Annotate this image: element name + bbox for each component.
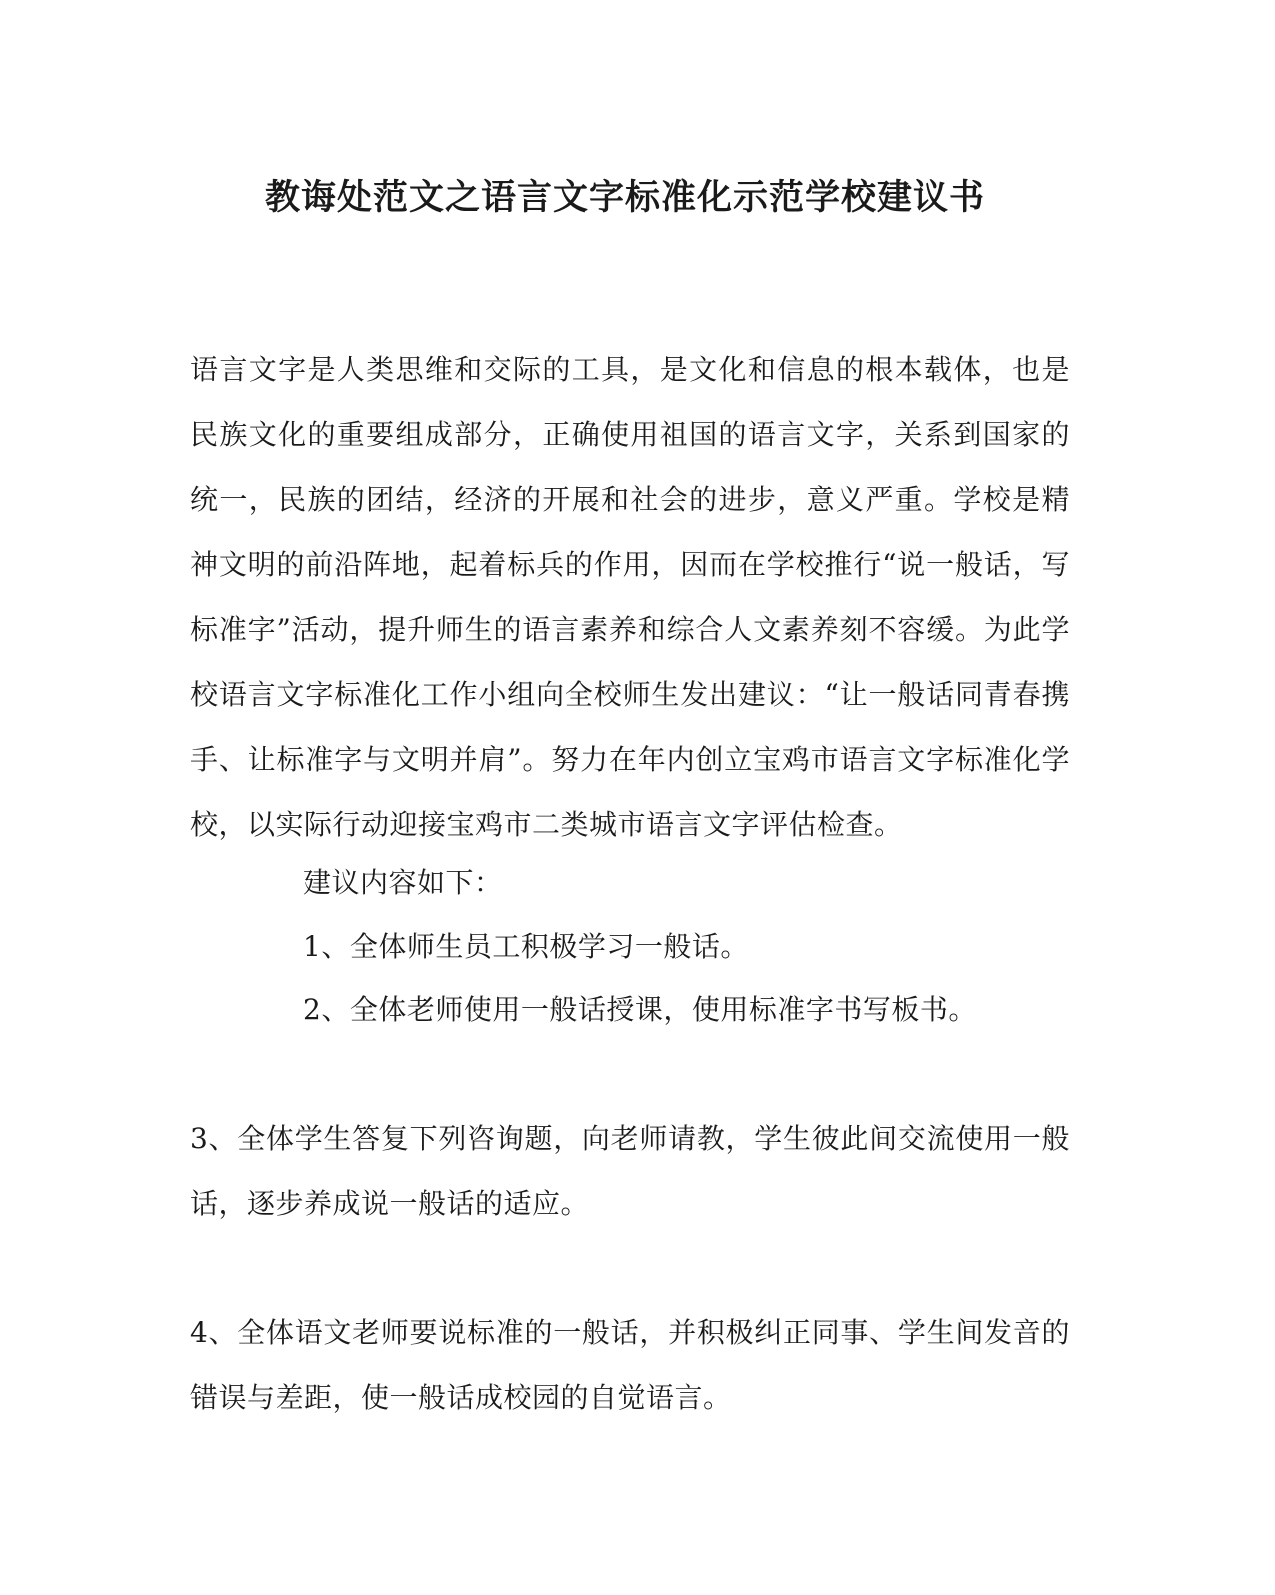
list-item: 3、全体学生答复下列咨询题，向老师请教，学生彼此间交流使用一般话，逐步养成说一般话的适应。 (190, 1122, 1070, 1220)
list-item: 4、全体语文老师要说标准的一般话，并积极纠正同事、学生间发音的错误与差距，使一般话成校园的自觉语言。 (190, 1316, 1070, 1414)
list-heading: 建议内容如下： (303, 866, 503, 899)
list-item: 1、全体师生员工积极学习一般话。 (303, 930, 749, 963)
document-title: 教诲处范文之语言文字标准化示范学校建议书 (264, 177, 985, 218)
list-item: 2、全体老师使用一般话授课，使用标准字书写板书。 (303, 993, 977, 1026)
intro-paragraph: 语言文字是人类思维和交际的工具，是文化和信息的根本载体，也是民族文化的重要组成部分，正确使用祖国的语言文字，关系到国家的统一，民族的团结，经济的开展和社会的进步，意义严重。学校是精神文明的前沿阵地，起着标兵的作用，因而在学校推行“说一般话，写标准字”活动，提升师生的语言素养和综合人文素养刻不容缓。为此学校语言文字标准化工作小组向全校师生发出建议：“让一般话同青春携手、让标准字与文明并肩”。努力在年内创立宝鸡市语言文字标准化学校，以实际行动迎接宝鸡市二类城市语言文字评估检查。 (190, 353, 1070, 841)
